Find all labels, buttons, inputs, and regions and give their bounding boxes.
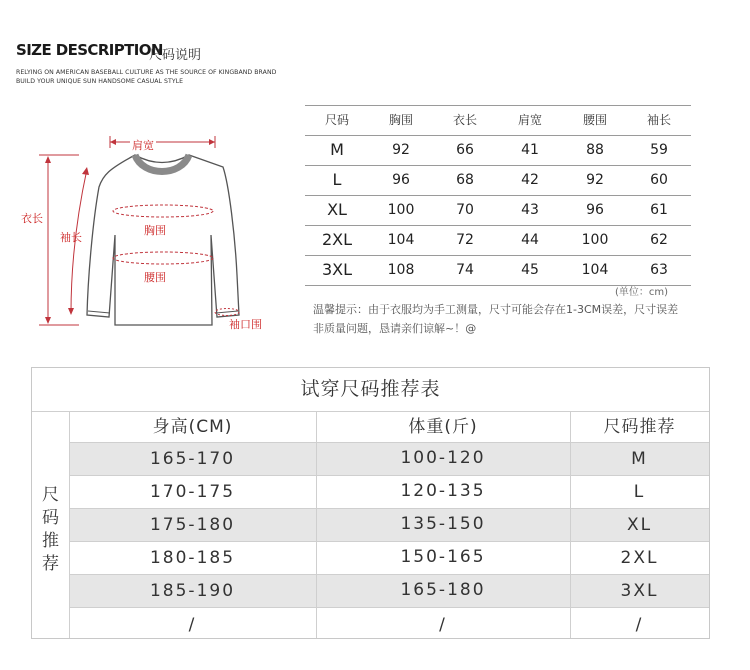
- side-label-char: 码: [42, 508, 59, 528]
- measurement-note-line-2: 非质量问题，恳请亲们谅解~！@: [313, 322, 477, 335]
- value-cell: 96: [392, 172, 410, 188]
- value-cell: 104: [581, 262, 609, 278]
- value-cell: 66: [456, 142, 474, 158]
- size-cell: 2XL: [620, 548, 659, 568]
- weight-cell: 120-135: [400, 481, 486, 501]
- recommend-title: 试穿尺码推荐表: [300, 378, 441, 400]
- value-cell: 92: [586, 172, 604, 188]
- table-row: [305, 225, 691, 255]
- size-cell: M: [330, 140, 344, 159]
- size-cell: L: [633, 482, 646, 502]
- sweater-outline: [87, 155, 239, 325]
- value-cell: 61: [650, 202, 668, 218]
- table-row: [305, 135, 691, 165]
- height-cell: 180-185: [149, 548, 236, 568]
- label-chest: 胸围: [144, 224, 166, 237]
- value-cell: 88: [586, 142, 604, 158]
- size-cell: L: [332, 170, 342, 189]
- section-title-cn: 尺码说明: [149, 48, 202, 63]
- height-cell: 170-175: [149, 482, 236, 502]
- height-cell: /: [188, 615, 197, 635]
- weight-cell: /: [439, 615, 447, 635]
- chest-measure: [113, 205, 213, 217]
- size-table-header: [305, 105, 691, 135]
- brand-tagline-2: BUILD YOUR UNIQUE SUN HANDSOME CASUAL STYLE: [16, 78, 184, 85]
- value-cell: 45: [521, 262, 539, 278]
- size-cell: XL: [327, 200, 347, 219]
- label-cuff: 袖口围: [229, 318, 262, 331]
- header-cell: 胸围: [388, 113, 413, 127]
- value-cell: 104: [387, 232, 415, 248]
- section-title: SIZE DESCRIPTION: [16, 41, 163, 59]
- header-size: 尺码推荐: [603, 417, 676, 437]
- collar: [135, 155, 189, 172]
- measurement-note-line-1: 温馨提示：由于衣服均为手工测量，尺寸可能会存在1-3CM误差，尺寸误差: [313, 303, 679, 316]
- side-label: [32, 484, 69, 576]
- weight-cell: 150-165: [400, 547, 486, 567]
- value-cell: 96: [586, 202, 604, 218]
- value-cell: 62: [650, 232, 668, 248]
- value-cell: 44: [521, 232, 539, 248]
- header-cell: 腰围: [582, 113, 607, 127]
- value-cell: 108: [387, 262, 415, 278]
- size-cell: /: [635, 615, 644, 635]
- header-cell: 尺码: [324, 113, 349, 127]
- value-cell: 72: [456, 232, 474, 248]
- table-row: [305, 165, 691, 195]
- label-sleeve: 袖长: [60, 231, 82, 244]
- table-row: [305, 195, 691, 225]
- size-cell: 3XL: [620, 581, 659, 601]
- value-cell: 68: [456, 172, 474, 188]
- height-cell: 165-170: [149, 449, 236, 469]
- size-cell: XL: [626, 515, 653, 535]
- height-cell: 185-190: [149, 581, 236, 601]
- height-cell: 175-180: [149, 515, 236, 535]
- value-cell: 92: [392, 142, 410, 158]
- weight-cell: 135-150: [400, 514, 486, 534]
- value-cell: 60: [650, 172, 668, 188]
- value-cell: 43: [521, 202, 539, 218]
- value-cell: 63: [650, 262, 668, 278]
- value-cell: 42: [521, 172, 539, 188]
- value-cell: 59: [650, 142, 668, 158]
- side-label-char: 荐: [42, 554, 59, 574]
- brand-tagline-1: RELYING ON AMERICAN BASEBALL CULTURE AS THE SOURCE OF KINGBAND BRAND: [16, 69, 277, 76]
- value-cell: 74: [456, 262, 474, 278]
- header-height: 身高(CM): [152, 417, 233, 437]
- label-waist: 腰围: [144, 271, 166, 284]
- side-label-char: 尺: [42, 485, 59, 505]
- value-cell: 70: [456, 202, 474, 218]
- label-length: 衣长: [21, 212, 43, 225]
- value-cell: 100: [581, 232, 609, 248]
- header-cell: 袖长: [646, 113, 671, 127]
- size-cell: M: [631, 449, 648, 469]
- side-label-char: 推: [42, 531, 59, 551]
- weight-cell: 100-120: [400, 448, 486, 468]
- size-cell: 3XL: [321, 260, 353, 279]
- value-cell: 100: [387, 202, 415, 218]
- weight-cell: 165-180: [400, 580, 486, 600]
- value-cell: 41: [521, 142, 539, 158]
- unit-label: (单位：cm): [615, 287, 669, 298]
- table-row: [305, 255, 691, 285]
- header-cell: 肩宽: [517, 113, 542, 127]
- waist-measure: [113, 252, 213, 264]
- header-weight: 体重(斤): [408, 417, 478, 437]
- header-cell: 衣长: [452, 113, 477, 127]
- label-shoulder: 肩宽: [132, 139, 154, 152]
- size-cell: 2XL: [321, 230, 353, 249]
